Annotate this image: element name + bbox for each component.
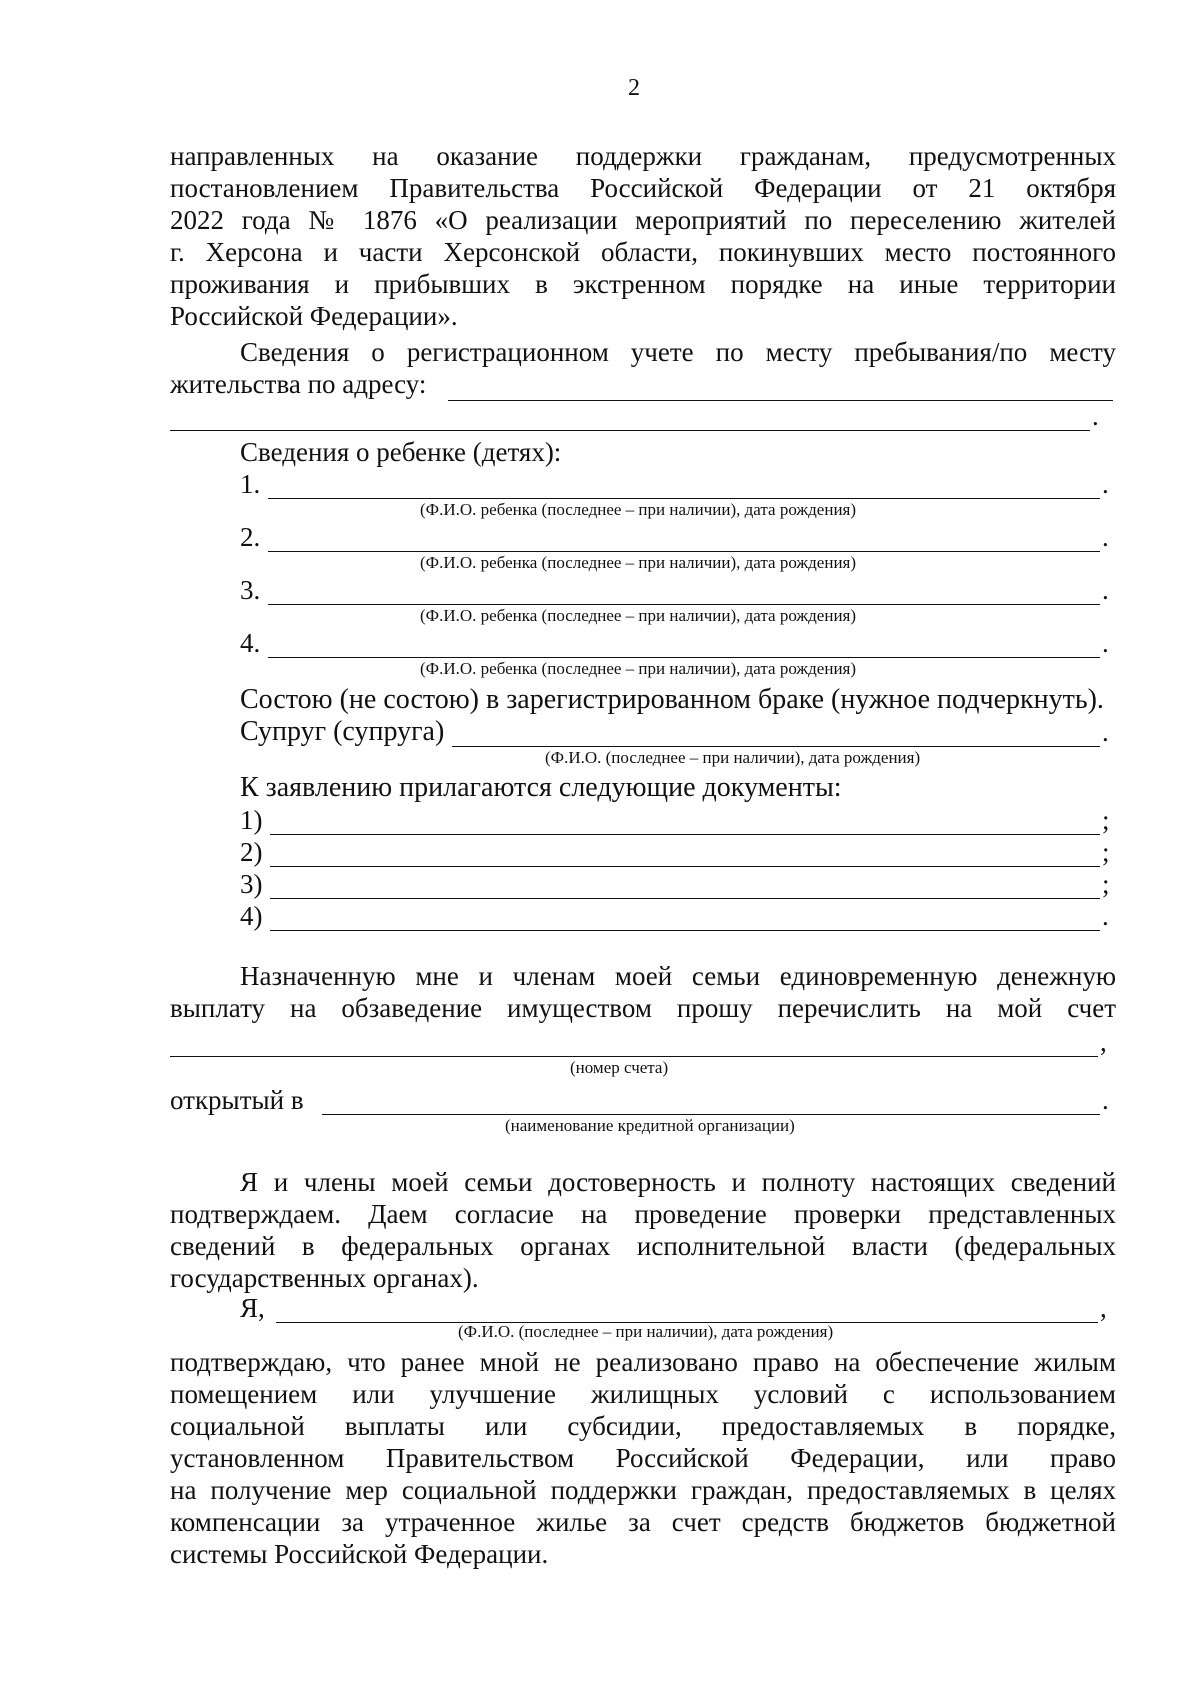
text-line: Российской Федерации». — [170, 301, 458, 331]
confirm-text: подтверждаем. Даем согласие на проведение проверки представленных — [170, 1199, 1116, 1229]
child-number: 1. — [240, 469, 261, 499]
child-caption: (Ф.И.О. ребенка (последнее – при наличии), дата рождения) — [420, 500, 857, 519]
text-line: на получение мер социальной поддержки граждан, предоставляемых в целях — [170, 1475, 1116, 1505]
address-label: жительства по адресу: — [170, 369, 427, 399]
page-number: 2 — [628, 75, 640, 101]
confirm-text: Я и члены моей семьи достоверность и полноту настоящих сведений — [240, 1167, 1116, 1197]
document-number: 2) — [240, 837, 263, 867]
payment-text: выплату на обзаведение имуществом прошу перечислить на мой счет — [170, 993, 1116, 1023]
payment-text: Назначенную мне и членам моей семьи единовременную денежную — [240, 961, 1116, 991]
spouse-field[interactable] — [452, 714, 1100, 747]
document-number: 3) — [240, 869, 263, 899]
spouse-caption: (Ф.И.О. (последнее – при наличии), дата рождения) — [545, 748, 921, 767]
spouse-label: Супруг (супруга) — [240, 716, 445, 747]
document-number: 4) — [240, 901, 263, 931]
applicant-name-field[interactable] — [276, 1290, 1098, 1323]
child-number: 4. — [240, 628, 261, 658]
bank-caption: (наименование кредитной организации) — [505, 1116, 795, 1135]
child-name-field[interactable] — [268, 572, 1100, 605]
child-name-field[interactable] — [268, 625, 1100, 658]
account-caption: (номер счета) — [570, 1058, 669, 1077]
text-line: подтверждаю, что ранее мной не реализовано право на обеспечение жилым — [170, 1347, 1116, 1377]
child-name-field[interactable] — [268, 466, 1100, 499]
bank-name-field[interactable] — [322, 1082, 1100, 1115]
address-field-2[interactable] — [170, 398, 1090, 431]
children-heading: Сведения о ребенке (детях): — [240, 437, 562, 467]
text-line: установленном Правительством Российской Федерации, или право — [170, 1443, 1116, 1473]
i-label: Я, — [240, 1293, 265, 1323]
child-caption: (Ф.И.О. ребенка (последнее – при наличии), дата рождения) — [420, 553, 857, 572]
text-line: г. Херсона и части Херсонской области, покинувших место постоянного — [170, 237, 1116, 267]
address-field-1[interactable] — [448, 368, 1113, 401]
confirm-text: государственных органах). — [170, 1263, 479, 1293]
opened-in-label: открытый в — [170, 1085, 304, 1115]
document-field-2[interactable] — [270, 834, 1100, 867]
document-field-4[interactable] — [270, 898, 1100, 931]
text-line: 2022 года № 1876 «О реализации мероприятий по переселению жителей — [170, 205, 1116, 235]
account-number-field[interactable] — [170, 1024, 1098, 1057]
text-line: постановлением Правительства Российской Федерации от 21 октября — [170, 173, 1116, 203]
marriage-status: Состою (не состою) в зарегистрированном браке (нужное подчеркнуть). — [240, 684, 1104, 715]
documents-heading: К заявлению прилагаются следующие документы: — [240, 772, 842, 803]
text-line: системы Российской Федерации. — [170, 1539, 549, 1569]
registration-text: Сведения о регистрационном учете по месту пребывания/по месту — [240, 337, 1116, 367]
confirm-text: сведений в федеральных органах исполнительной власти (федеральных — [170, 1231, 1116, 1261]
child-caption: (Ф.И.О. ребенка (последнее – при наличии), дата рождения) — [420, 659, 857, 678]
child-number: 3. — [240, 575, 261, 605]
child-name-field[interactable] — [268, 519, 1100, 552]
text-line: социальной выплаты или субсидии, предоставляемых в порядке, — [170, 1411, 1116, 1441]
text-line: проживания и прибывших в экстренном порядке на иные территории — [170, 269, 1116, 299]
applicant-caption: (Ф.И.О. (последнее – при наличии), дата рождения) — [458, 1322, 834, 1341]
text-line: помещением или улучшение жилищных условий с использованием — [170, 1379, 1116, 1409]
document-field-3[interactable] — [270, 866, 1100, 899]
text-line: направленных на оказание поддержки гражданам, предусмотренных — [170, 141, 1116, 171]
text-line: компенсации за утраченное жилье за счет средств бюджетов бюджетной — [170, 1507, 1116, 1537]
document-field-1[interactable] — [270, 802, 1100, 835]
child-number: 2. — [240, 522, 261, 552]
child-caption: (Ф.И.О. ребенка (последнее – при наличии), дата рождения) — [420, 606, 857, 625]
document-number: 1) — [240, 805, 263, 835]
